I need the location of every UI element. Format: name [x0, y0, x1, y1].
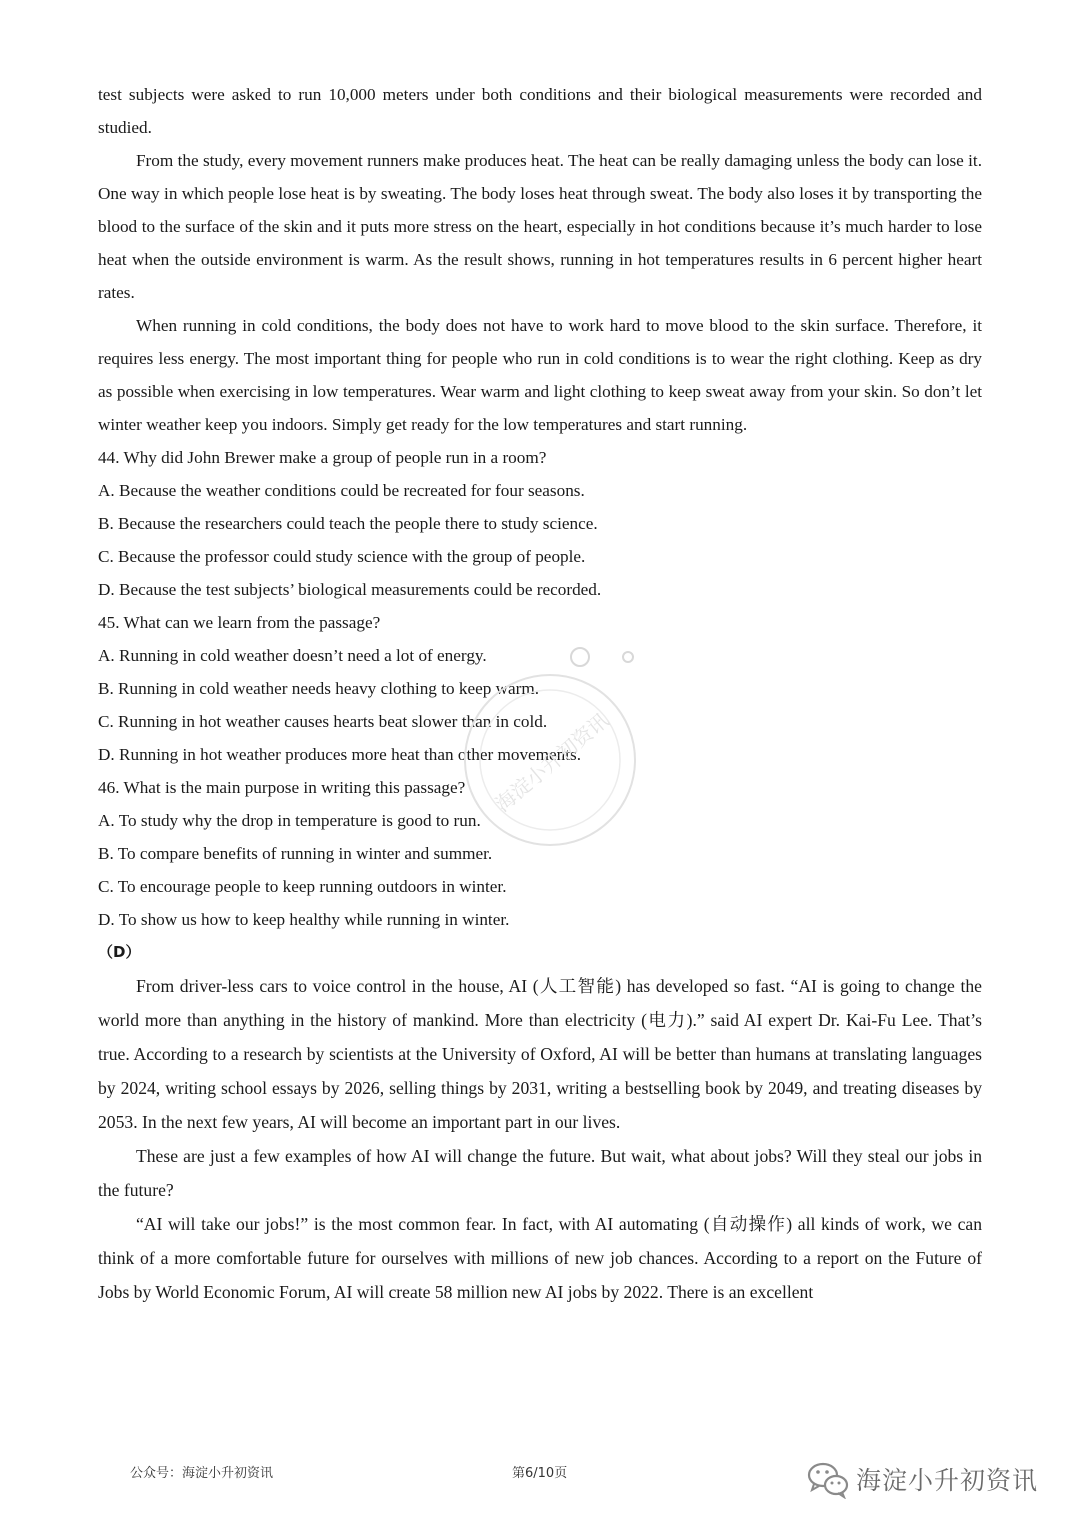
section-d-paragraph-1: From driver-less cars to voice control in the house, AI (人工智能) has developed so fast. “AI is going to change the world more than anything in the history of mankind. More than electricity (电力).” said AI expert Dr. Kai-Fu Lee. That’s true. According to a research by scientists at the University of Oxford, AI will be better than humans at translating languages by 2024, writing school essays by 2026, selling things by 2031, writing a bestselling book by 2049, and treating diseases by 2053. In the next few years, AI will become an important part in our lives.: [98, 976, 982, 1132]
footer-page-number: 第6/10页: [512, 1466, 568, 1481]
question-45: [98, 606, 982, 771]
section-d-paragraph-3: “AI will take our jobs!” is the most common fear. In fact, with AI automating (自动操作) all kinds of work, we can think of a more comfortable future for ourselves with millions of new job chances. According to a report on the Future of Jobs by World Economic Forum, AI will create 58 million new AI jobs by 2022. There is an excellent: [98, 1214, 982, 1302]
passage-c-paragraph-1-end: test subjects were asked to run 10,000 meters under both conditions and their biological measurements were recorded and studied.: [98, 85, 982, 137]
option-c: C. Running in hot weather causes hearts beat slower than in cold.: [98, 712, 548, 731]
option-b: B. Because the researchers could teach the people there to study science.: [98, 514, 598, 533]
passage-c-paragraph-3: When running in cold conditions, the body does not have to work hard to move blood to the skin surface. Therefore, it requires less energy. The most important thing for people who run in cold conditions is to wear the right clothing. Keep as dry as possible when exercising in low temperatures. Wear warm and light clothing to keep sweat away from your skin. So don’t let winter weather keep you indoors. Simply get ready for the low temperatures and start running.: [98, 316, 982, 434]
option-a: A. Running in cold weather doesn’t need a lot of energy.: [98, 646, 487, 665]
footer-brand-text: 海淀小升初资讯: [856, 1466, 1039, 1495]
question-46: [98, 771, 982, 936]
wechat-icon: [806, 1459, 850, 1499]
option-a: A. Because the weather conditions could be recreated for four seasons.: [98, 481, 585, 500]
option-d: D. Because the test subjects’ biological measurements could be recorded.: [98, 580, 602, 599]
passage-c-paragraph-2: From the study, every movement runners make produces heat. The heat can be really damaging unless the body can lose it. One way in which people lose heat is by sweating. The body loses heat through sweat. The body also loses it by transporting the blood to the surface of the skin and it puts more stress on the heart, especially in hot conditions because it’s much harder to lose heat when the outside environment is warm. As the result shows, running in hot temperatures results in 6 percent higher heart rates.: [98, 151, 982, 302]
option-b: B. To compare benefits of running in winter and summer.: [98, 844, 493, 863]
option-c: C. To encourage people to keep running outdoors in winter.: [98, 877, 507, 896]
section-d-paragraph-2: These are just a few examples of how AI will change the future. But wait, what about jobs? Will they steal our jobs in the future?: [98, 1146, 982, 1200]
footer-account: 公众号：海淀小升初资讯: [130, 1466, 274, 1481]
section-d-passage: [98, 969, 982, 1309]
option-a: A. To study why the drop in temperature is good to run.: [98, 811, 481, 830]
option-d: D. Running in hot weather produces more heat than other movements.: [98, 745, 582, 764]
page-content: [98, 78, 982, 1309]
question-stem: 45. What can we learn from the passage?: [98, 613, 381, 632]
option-b: B. Running in cold weather needs heavy clothing to keep warm.: [98, 679, 540, 698]
question-44: [98, 441, 982, 606]
watermark-text: 海淀小升初资讯: [490, 708, 614, 817]
option-c: C. Because the professor could study science with the group of people.: [98, 547, 586, 566]
question-stem: 46. What is the main purpose in writing this passage?: [98, 778, 466, 797]
section-d-title: （D）: [98, 943, 141, 961]
option-d: D. To show us how to keep healthy while running in winter.: [98, 910, 510, 929]
footer-brand: [806, 1455, 1038, 1503]
question-stem: 44. Why did John Brewer make a group of people run in a room?: [98, 448, 547, 467]
